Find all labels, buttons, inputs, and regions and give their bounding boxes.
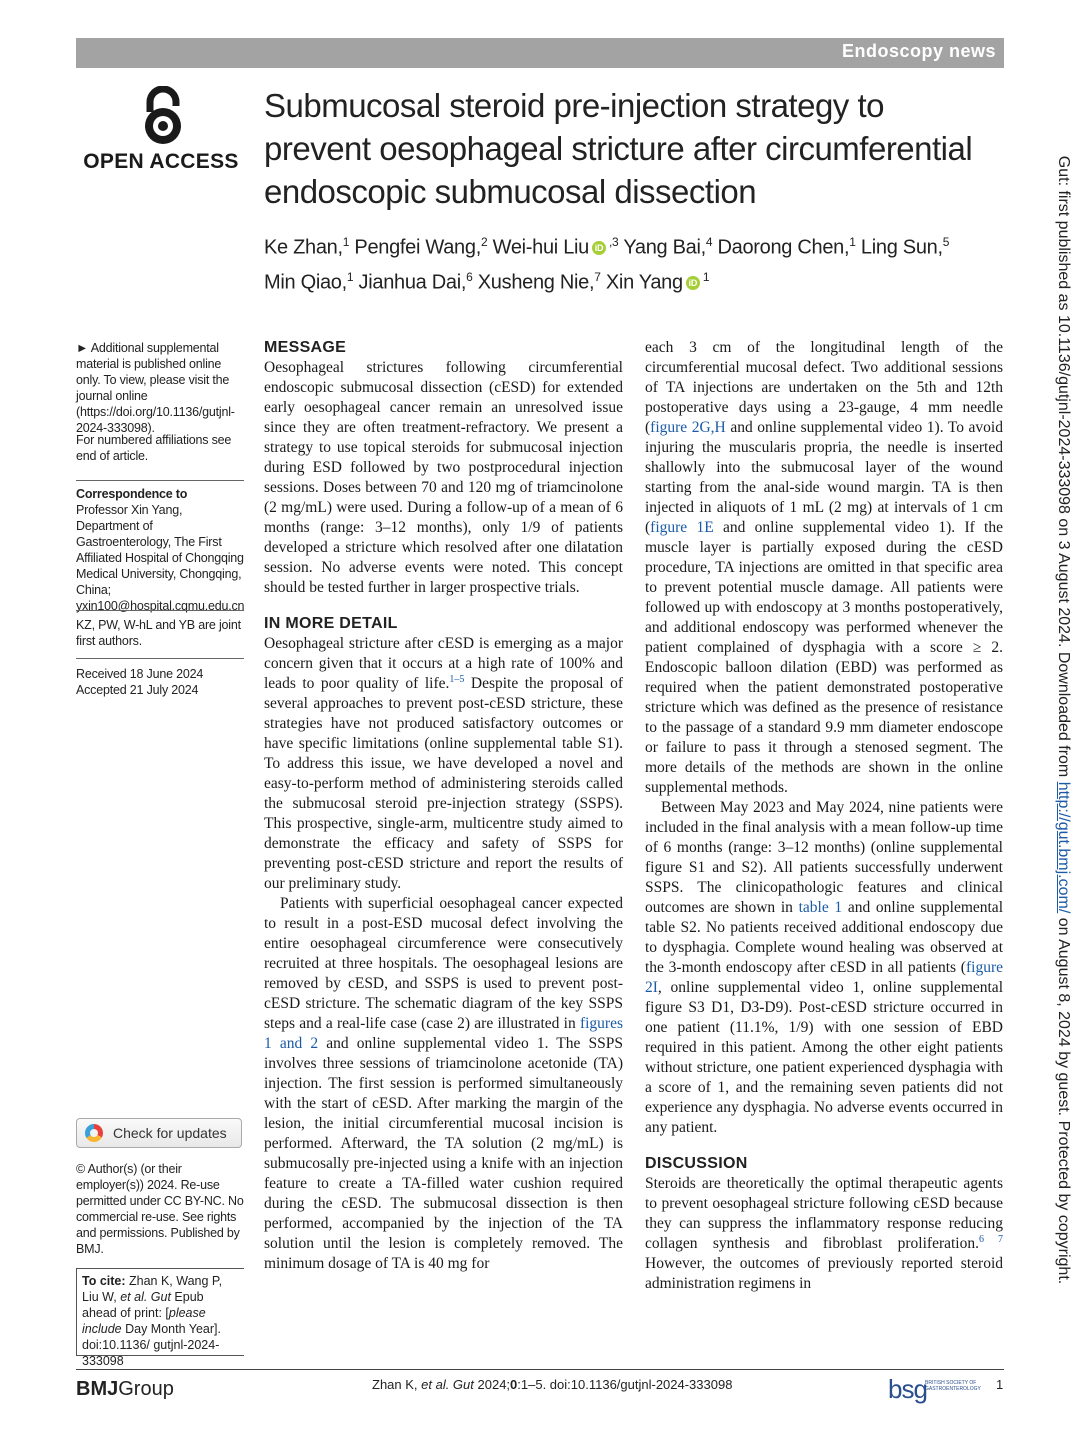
author-name: Min Qiao, <box>264 271 347 294</box>
sidebar-divider <box>76 480 244 481</box>
society-name: BRITISH SOCIETY OF GASTROENTEROLOGY <box>925 1380 981 1392</box>
discussion-paragraph: Steroids are theoretically the optimal therapeutic agents to prevent oesophageal stricture following cESD because they can suppress the inflammatory response reducing collagen synthesis and fibroblast proliferation.$^{6 7}$ However, the outcomes of previously reported steroid administration regimens in <box>645 1175 1004 1292</box>
footer-divider <box>76 1369 1004 1370</box>
message-text: Oesophageal strictures following circumferential endoscopic submucosal dissection (cESD) for extended early oesophageal cancer remain an unresolved issue since they are often treatment-refractory. We present a strategy to use topical steroids for submucosal injection during ESD followed by two postprocedural injection sessions. Doses between 70 and 120 mg of triamcinolone (2 mg/mL) were used. During a follow-up of a mean of 6 months (range: 3–12 months), only 1/9 of patients developed a stricture which resolved after one dilatation session. No adverse events were noted. This concept should be tested further in larger prospective trials. <box>264 359 623 596</box>
reference-link[interactable]: 6 7 <box>979 1233 1004 1245</box>
journal-url-link[interactable]: http://gut.bmj.com/ <box>1055 781 1072 914</box>
figure-link[interactable]: figure 2I <box>645 959 1003 996</box>
author-affiliation: 6 <box>466 269 473 284</box>
joint-authors-note: KZ, PW, W-hL and YB are joint first authors. <box>76 618 241 648</box>
orcid-icon[interactable]: iD <box>592 241 606 255</box>
results-paragraph: Between May 2023 and May 2024, nine patients were included in the final analysis with a mean follow-up time of 6 months (range: 3–12 months) (online supplemental figure S1 and S2). All patients successfully underwent SSPS. The clinicopathologic features and clinical outcomes are shown in table 1 and online supplemental table S2. No patients received additional endoscopy due to dysphagia. Complete wound healing was observed at the 3-month endoscopy after cESD in all patients (figure 2I, online supplemental video 1, online supplemental figure S3 D1, D3-D9). Post-cESD stricture occurred in one patient (11.1%, 1/9) with one session of EBD required in this patient. Among the other eight patients without stricture, one patient experienced dysphagia with a score of 1, and the remaining seven patients did not experience any dysphagia. No adverse events occurred in any patient. <box>645 799 1003 1136</box>
publisher-logo: BMJGroup <box>76 1378 174 1400</box>
section-header-bar <box>76 38 1004 68</box>
sidebar-divider <box>76 658 244 659</box>
page-number: 1 <box>996 1377 1004 1392</box>
author-affiliation: 1 <box>342 235 350 249</box>
author-list <box>264 228 1004 297</box>
affiliations-note: For numbered affiliations see end of article. <box>76 433 232 463</box>
correspondence-text: Professor Xin Yang, Department of Gastroenterology, The First Affiliated Hospital of Chongqing Medical University, Chongqing, China; yxin100@hospital.cqmu.edu.cn <box>76 503 245 613</box>
author-name: Ling Sun, <box>860 236 943 259</box>
author-affiliation: 4 <box>705 235 713 249</box>
open-access-lock-icon <box>138 86 188 146</box>
author-affiliation: ,3 <box>609 235 619 249</box>
footer-citation: Zhan K, et al. Gut 2024;0:1–5. doi:10.1136/gutjnl-2024-333098 <box>372 1377 733 1392</box>
orcid-icon[interactable]: iD <box>686 276 700 290</box>
main-column-left <box>264 338 623 1274</box>
to-cite-box: To cite: Zhan K, Wang P, Liu W, et al. Gut Epub ahead of print: [please include Day Month Year]. doi:10.1136/ gutjnl-2024-333098 <box>76 1268 244 1356</box>
author-affiliation: 5 <box>942 235 950 249</box>
article-title: Submucosal steroid pre-injection strategy to prevent oesophageal stricture after circumferential endoscopic submucosal dissection <box>264 87 973 210</box>
check-for-updates-label: Check for updates <box>113 1125 227 1141</box>
crossmark-icon <box>85 1124 103 1142</box>
discussion-heading: DISCUSSION <box>645 1155 748 1172</box>
figure-link[interactable]: figure 2G,H <box>650 419 726 436</box>
author-affiliation: 2 <box>480 235 488 249</box>
copyright-note: © Author(s) (or their employer(s)) 2024. Re-use permitted under CC BY-NC. No commercial re-use. See rights and permissions. Published by BMJ. <box>76 1162 244 1256</box>
supplemental-note: ► Additional supplemental material is published online only. To view, please visit the journal online (https://doi.org/10.1136/gutjnl-2024-333098). <box>76 341 235 435</box>
main-column-right <box>645 338 1003 1294</box>
correspondence-heading: Correspondence to <box>76 487 188 501</box>
author-name: Jianhua Dai, <box>358 271 467 294</box>
message-heading: MESSAGE <box>264 339 347 356</box>
author-affiliation: 7 <box>594 269 601 284</box>
section-label: Endoscopy news <box>841 41 996 61</box>
author-affiliation: 1 <box>702 269 710 284</box>
author-name: Yang Bai, <box>623 236 706 259</box>
author-name: Pengfei Wang, <box>354 236 481 259</box>
society-logo: bsg <box>888 1374 927 1404</box>
received-date: Received 18 June 2024 <box>76 667 204 681</box>
check-for-updates-button[interactable] <box>76 1118 242 1148</box>
dates-block <box>76 666 246 698</box>
author-affiliation: 1 <box>346 269 354 284</box>
author-name: Daorong Chen, <box>717 236 850 259</box>
methods-paragraph: each 3 cm of the longitudinal length of the circumferential mucosal defect. Two additional sessions of TA injections are undertaken on the 5th and 12th postoperative days using a 23-gauge, 4 mm needle (figure 2G,H and online supplemental video 1). To avoid injuring the muscularis propria, the needle is inserted shallowly into the submucosal layer of the wound starting from the anal-side wound margin. TA is then injected in aliquots of 1 mL (2 mg) at intervals of 1 cm (figure 1E and online supplemental video 1). If the muscle layer is partially exposed during the cESD procedure, TA injections are omitted in that specific area to prevent potential muscle damage. All patients were followed up with endoscopy at 3 months postoperatively, and additional endoscopy was performed whenever the patient complained of dysphagia with a score ≥ 2. Endoscopic balloon dilation (EBD) was performed as required when the patient demonstrated postoperative stricture which was defined as the presence of resistance to the passage of a standard 9.9 mm diameter endoscope or failure to pass it through a stenosed segment. The more details of the methods are shown in the online supplemental methods. <box>645 339 1003 796</box>
author-affiliation: 1 <box>849 235 856 249</box>
figure-link[interactable]: figures 1 and 2 <box>264 1015 623 1052</box>
table-link[interactable]: table 1 <box>798 899 843 916</box>
figure-link[interactable]: figure 1E <box>650 519 714 536</box>
detail-paragraph-1: Oesophageal stricture after cESD is emerging as a major concern given that it occurs at a high rate of 100% and leads to poor quality of life.$^{1-5}$ Despite the proposal of several approaches to prevent post-cESD stricture, these strategies have not produced satisfactory outcomes or have specific limitations (online supplemental table S1). To address this issue, we have developed a novel and easy-to-perform method of administering steroids called the submucosal steroid pre-injection strategy (SSPS). This prospective, single-arm, multicentre study aimed to demonstrate the efficacy and safety of SSPS for preventing post-cESD stricture and report the results of our preliminary study. <box>264 635 623 892</box>
detail-heading: IN MORE DETAIL <box>264 615 398 632</box>
open-access-label: OPEN ACCESS <box>83 150 239 173</box>
author-name: Xin Yang <box>605 271 683 294</box>
author-name: Xusheng Nie, <box>477 271 595 294</box>
author-name: Wei-hui Liu <box>492 236 589 259</box>
vertical-download-note: Gut: first published as 10.1136/gutjnl-2024-333098 on 3 August 2024. Downloaded from http://gut.bmj.com/ on August 8, 2024 by guest. Protected by copyright. <box>1055 155 1072 1285</box>
reference-link[interactable]: 1–5 <box>449 673 465 685</box>
correspondence-block <box>76 486 246 614</box>
sidebar-divider <box>76 610 244 611</box>
to-cite-label: To cite: <box>82 1274 126 1288</box>
detail-paragraph-2: Patients with superficial oesophageal cancer expected to result in a post-ESD mucosal defect involving the entire oesophageal circumference were consecutively recruited at three hospitals. The oesophageal lesions are removed by cESD, and SSPS is used to prevent post-cESD stricture. The schematic diagram of the key SSPS steps and a real-life case (case 2) are illustrated in figures 1 and 2 and online supplemental video 1. The SSPS involves three sessions of triamcinolone acetonide (TA) injection. The first session is performed simultaneously with the start of cESD. After marking the margin of the lesion, the initial circumferential mucosal incision is performed. Afterward, the TA solution (2 mg/mL) is submucosally pre-injected using a knife with an injection feature to create a TA-filled water cushion required during the cESD. The submucosal dissection is then performed, accompanied by the injection of the TA solution until the lesion is completely removed. The minimum dosage of TA is 40 mg for <box>264 895 623 1272</box>
accepted-date: Accepted 21 July 2024 <box>76 683 199 697</box>
author-name: Ke Zhan, <box>264 236 343 259</box>
